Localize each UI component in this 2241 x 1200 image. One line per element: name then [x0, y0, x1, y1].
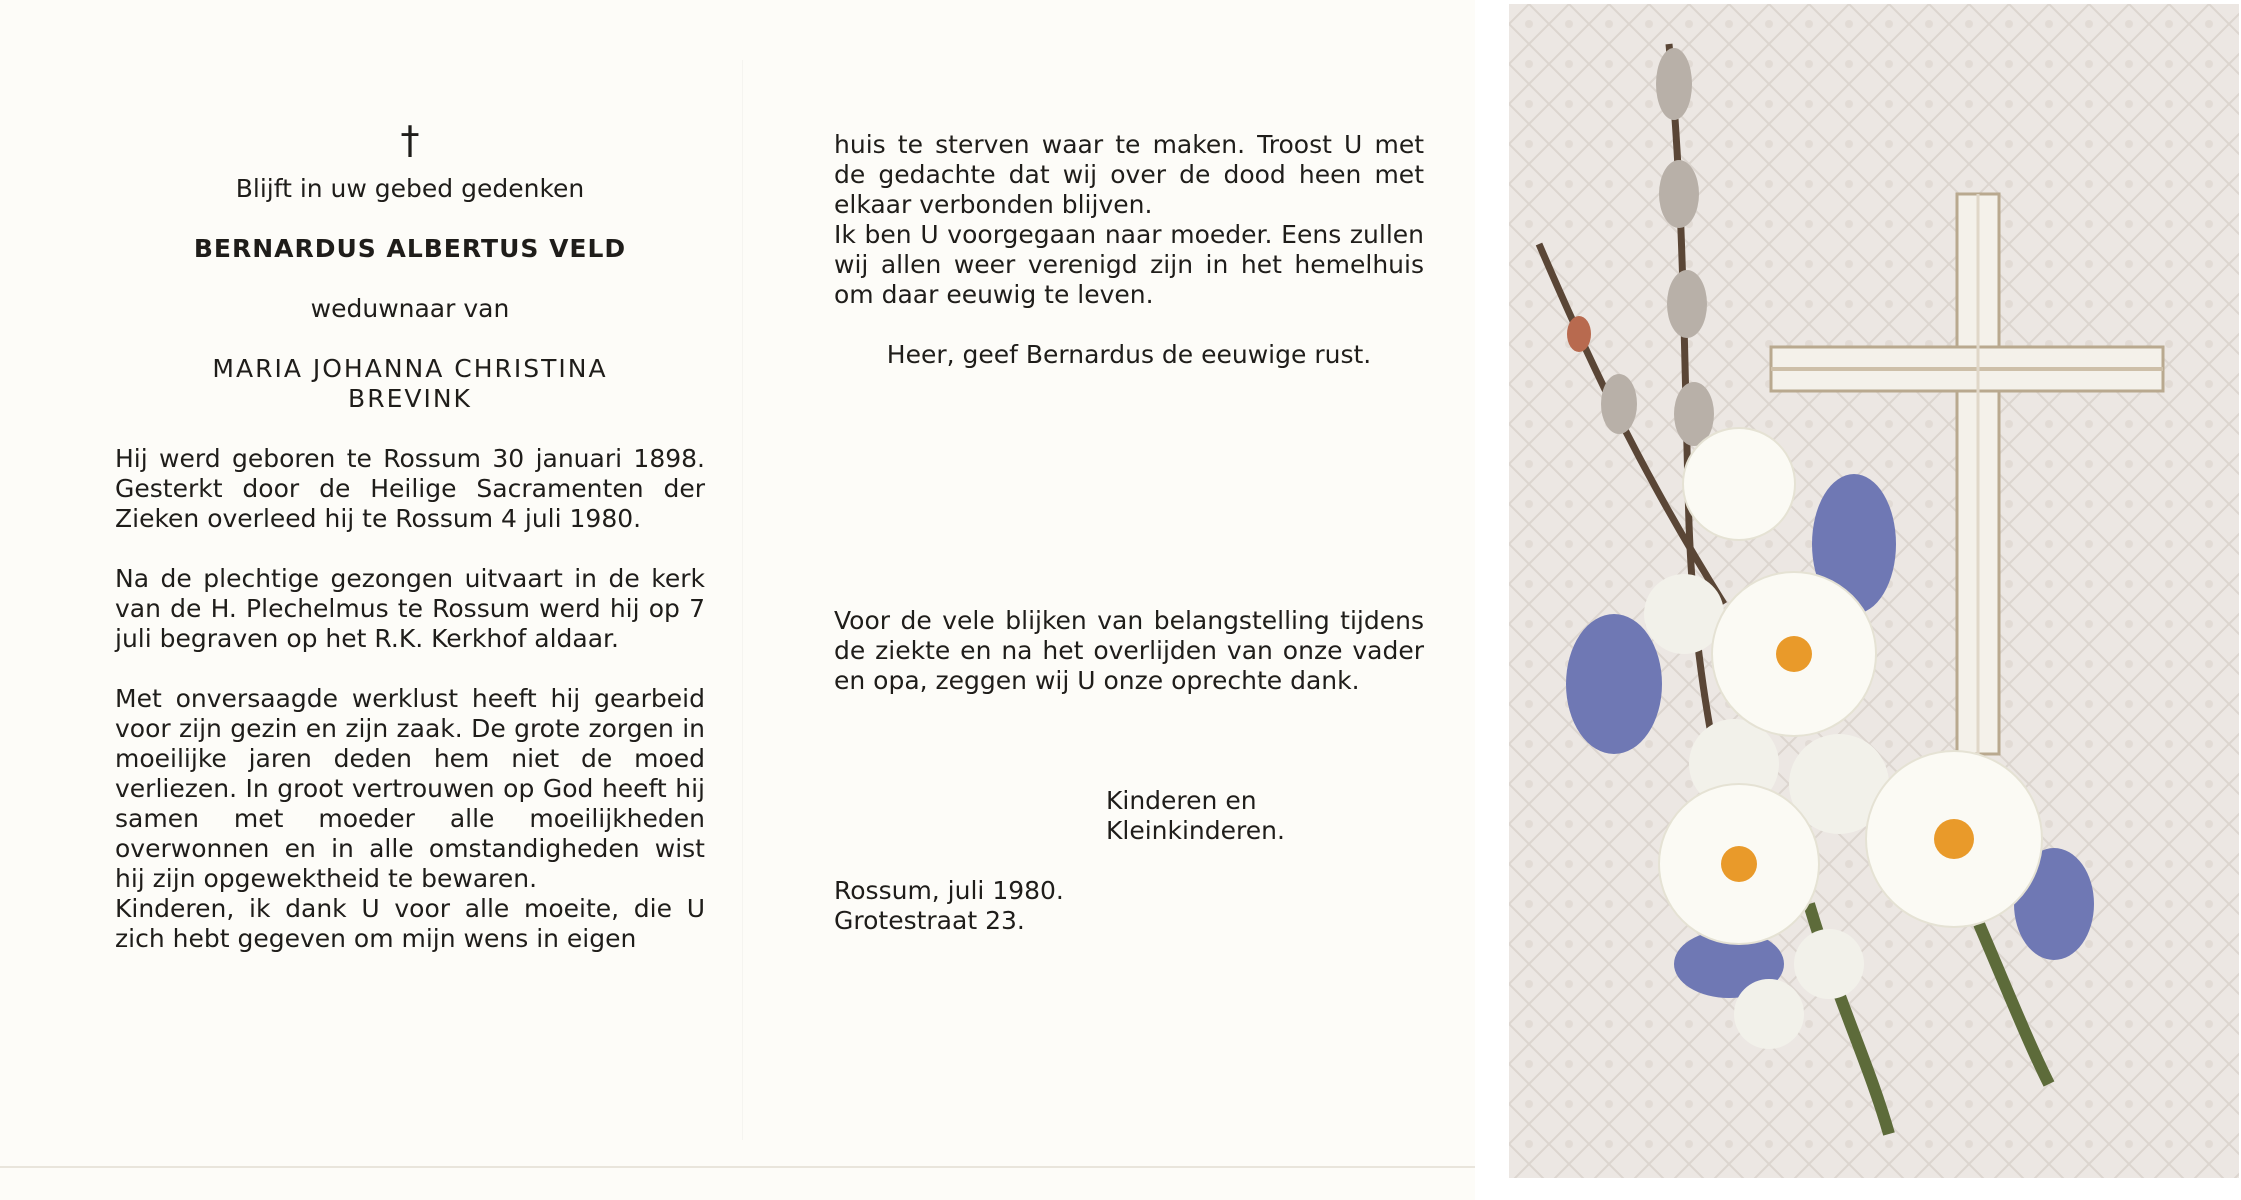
signature-line2: Kleinkinderen. — [1106, 816, 1285, 845]
flower-cross-illustration — [1509, 4, 2239, 1178]
life-paragraph: Met onversaagde werklust heeft hij gearbeid voor zijn gezin en zijn zaak. De grote zorgen in moeilijke jaren deden hem niet de moed verliezen. In groot vertrouwen op God heeft hij samen met moeder alle moeilijkheden overwonnen en in alle omstandigheden wist hij zijn opgewektheid te bewaren. — [115, 684, 705, 893]
left-column — [115, 120, 705, 954]
primrose — [1683, 428, 1795, 540]
birth-death-paragraph: Hij werd geboren te Rossum 30 januari 1898. Gesterkt door de Heilige Sacramenten der Zieken overleed hij te Rossum 4 juli 1980. — [115, 444, 705, 533]
place-date: Rossum, juli 1980. — [834, 876, 1064, 905]
fold-line — [742, 60, 743, 1140]
primrose — [1712, 572, 1876, 736]
intro-line: Blijft in uw gebed gedenken — [235, 174, 585, 203]
spouse-name-line1: MARIA JOHANNA CHRISTINA — [212, 354, 608, 383]
address: Grotestraat 23. — [834, 906, 1025, 935]
mother-paragraph: Ik ben U voorgegaan naar moeder. Eens zullen wij allen weer verenigd zijn in het hemelhuis om daar eeuwig te leven. — [834, 220, 1424, 309]
cross-symbol: † — [400, 118, 420, 162]
signature-line1: Kinderen en — [1106, 786, 1257, 815]
prayer-line: Heer, geef Bernardus de eeuwige rust. — [886, 340, 1372, 369]
spouse-name-line2: BREVINK — [348, 384, 472, 413]
right-column — [834, 130, 1424, 936]
card-bottom-edge — [0, 1166, 1475, 1168]
funeral-paragraph: Na de plechtige gezongen uitvaart in de kerk van de H. Plechelmus te Rossum werd hij op 7 juli begraven op het R.K. Kerkhof aldaar. — [115, 564, 705, 653]
deceased-name: BERNARDUS ALBERTUS VELD — [193, 234, 627, 263]
thanks-paragraph: Voor de vele blijken van belangstelling tijdens de ziekte en na het overlijden van onze vader en opa, zeggen wij U onze oprechte dank. — [834, 606, 1424, 695]
primrose — [1659, 784, 1819, 944]
children-paragraph-start: Kinderen, ik dank U voor alle moeite, die U zich hebt gegeven om mijn wens in eigen — [115, 894, 705, 953]
children-paragraph-end: huis te sterven waar te maken. Troost U met de gedachte dat wij over de dood heen met elkaar verbonden blijven. — [834, 130, 1424, 219]
relation-line: weduwnaar van — [310, 294, 510, 323]
cross-with-flowers-image — [1509, 4, 2239, 1178]
primrose — [1866, 751, 2042, 927]
